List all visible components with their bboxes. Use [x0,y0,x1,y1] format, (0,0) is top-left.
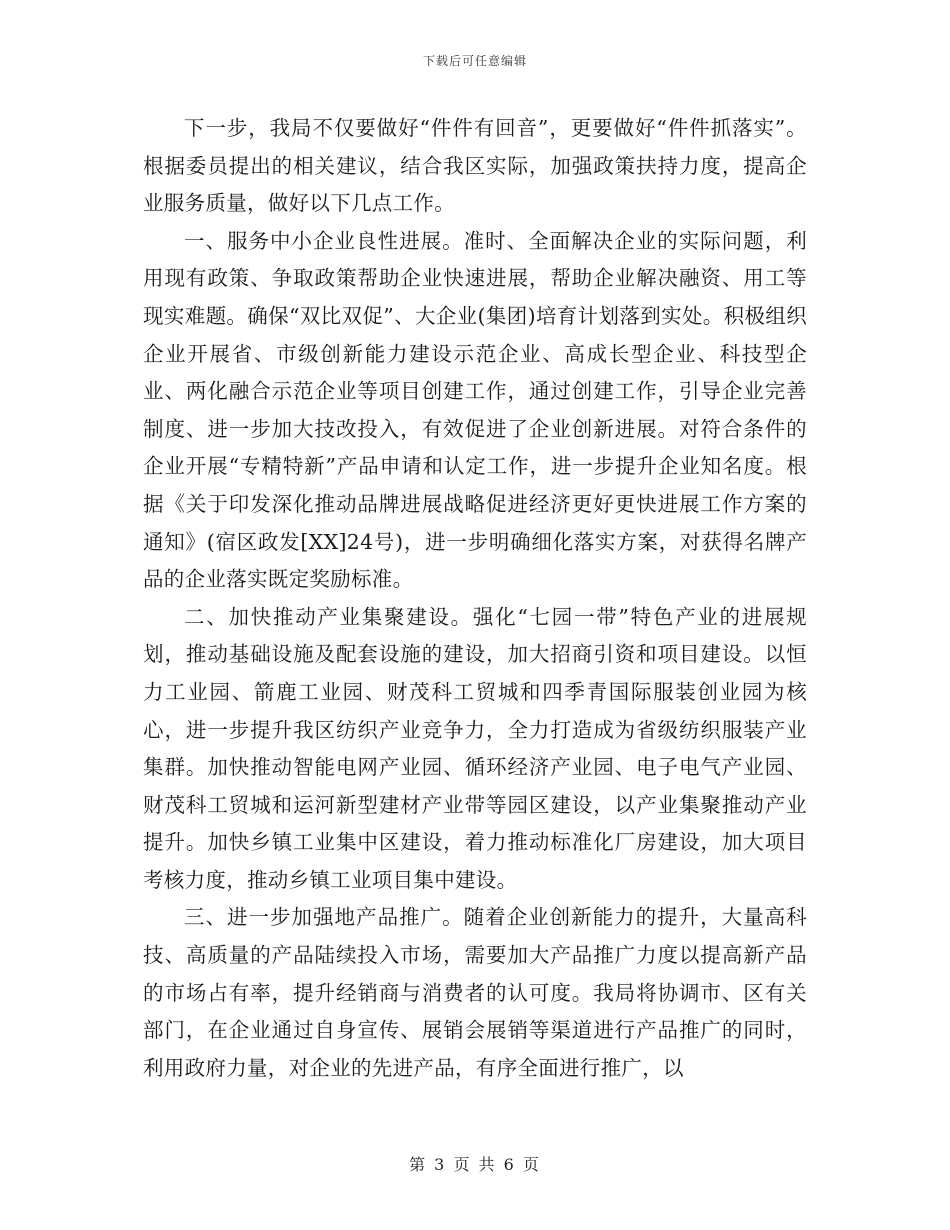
paragraph-product-promotion: 三、进一步加强地产品推广。随着企业创新能力的提升，大量高科技、高质量的产品陆续投入市场，需要加大产品推广力度以提高新产品的市场占有率，提升经销商与消费者的认可度。我局将协调市、区有关部门，在企业通过自身宣传、展销会展销等渠道进行产品推广的同时，利用政府力量，对企业的先进产品，有序全面进行推广，以 [143,905,807,1080]
paragraph-industry-cluster: 二、加快推动产业集聚建设。强化“七园一带”特色产业的进展规划，推动基础设施及配套设施的建设，加大招商引资和项目建设。以恒力工业园、箭鹿工业园、财茂科工贸城和四季青国际服装创业园为核心，进一步提升我区纺织产业竞争力，全力打造成为省级纺织服装产业集群。加快推动智能电网产业园、循环经济产业园、电子电气产业园、财茂科工贸城和运河新型建材产业带等园区建设，以产业集聚推动产业提升。加快乡镇工业集中区建设，着力推动标准化厂房建设，加大项目考核力度，推动乡镇工业项目集中建设。 [143,604,807,892]
paragraph-next-steps: 下一步，我局不仅要做好“件件有回音”，更要做好“件件抓落实”。根据委员提出的相关建议，结合我区实际，加强政策扶持力度，提高企业服务质量，做好以下几点工作。 [143,116,807,216]
page-header: 下载后可任意编辑 [422,54,527,68]
page-number-footer: 第 3 页 共 6 页 [409,1155,541,1174]
paragraph-sme-development: 一、服务中小企业良性进展。准时、全面解决企业的实际问题，利用现有政策、争取政策帮助企业快速进展，帮助企业解决融资、用工等现实难题。确保“双比双促”、大企业(集团)培育计划落到实处。积极组织企业开展省、市级创新能力建设示范企业、高成长型企业、科技型企业、两化融合示范企业等项目创建工作，通过创建工作，引导企业完善制度、进一步加大技改投入，有效促进了企业创新进展。对符合条件的企业开展“专精特新”产品申请和认定工作，进一步提升企业知名度。根据《关于印发深化推动品牌进展战略促进经济更好更快进展工作方案的通知》(宿区政发[XX]24号)，进一步明确细化落实方案，对获得名牌产品的企业落实既定奖励标准。 [143,228,807,592]
document-body [143,110,807,1087]
